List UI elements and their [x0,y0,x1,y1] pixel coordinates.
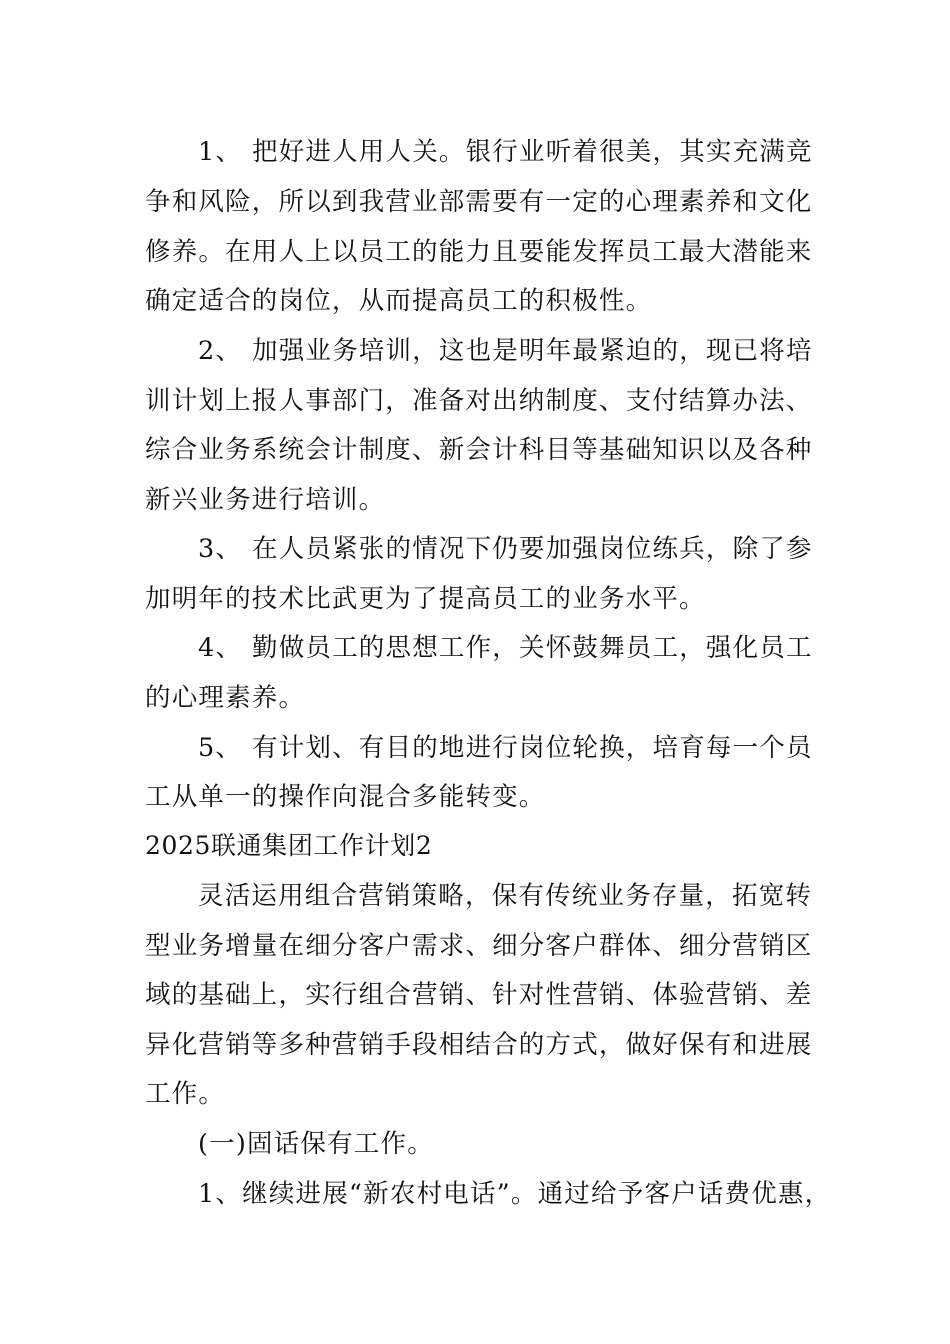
section-title: 2025联通集团工作计划2 [145,831,433,860]
item-2-line-2: 训计划上报人事部门，准备对出纳制度、支付结算办法、 [145,386,813,416]
item-2-line-4: 新兴业务进行培训。 [145,485,386,515]
item-1-line-4: 确定适合的岗位，从而提高员工的积极性。 [145,286,653,316]
item-5-line-2: 工从单一的操作向混合多能转变。 [145,782,546,812]
intro-line-2: 型业务增量在细分客户需求、细分客户群体、细分营销区 [145,931,813,961]
item-3-text: 在人员紧张的情况下仍要加强岗位练兵，除了参 [252,534,813,564]
item-4-number: 4、 [198,633,243,663]
item-4-text: 勤做员工的思想工作，关怀鼓舞员工，强化员工 [252,633,813,663]
item-2-number: 2、 [198,336,243,366]
item-3-line-1 [198,532,813,566]
intro-line-5: 工作。 [145,1079,226,1109]
intro-line-4: 异化营销等多种营销手段相结合的方式，做好保有和进展 [145,1030,813,1060]
item-3-line-2: 加明年的技术比武更为了提高员工的业务水平。 [145,584,706,614]
intro-line-3: 域的基础上，实行组合营销、针对性营销、体验营销、差 [145,980,813,1010]
item-5-text: 有计划、有目的地进行岗位轮换，培育每一个员 [252,733,813,763]
item-1-line-1 [198,135,813,169]
item-4-line-2: 的心理素养。 [145,683,306,713]
last-line: 1、继续进展“新农村电话”。通过给予客户话费优惠， [198,1179,832,1209]
intro-line-1: 灵活运用组合营销策略，保有传统业务存量，拓宽转 [198,881,813,911]
item-3-number: 3、 [198,534,243,564]
item-2-text: 加强业务培训，这也是明年最紧迫的，现已将培 [252,336,813,366]
item-5-line-1 [198,731,813,765]
item-4-line-1 [198,631,813,665]
item-2-line-3: 综合业务系统会计制度、新会计科目等基础知识以及各种 [145,435,813,465]
item-1-number: 1、 [198,137,243,167]
subheading: (一)固话保有工作。 [198,1129,434,1159]
item-1-text: 把好进人用人关。银行业听着很美，其实充满竞 [252,137,813,167]
item-5-number: 5、 [198,733,243,763]
item-1-line-2: 争和风险，所以到我营业部需要有一定的心理素养和文化 [145,187,813,217]
item-1-line-3: 修养。在用人上以员工的能力且要能发挥员工最大潜能来 [145,237,813,267]
item-2-line-1 [198,334,813,368]
